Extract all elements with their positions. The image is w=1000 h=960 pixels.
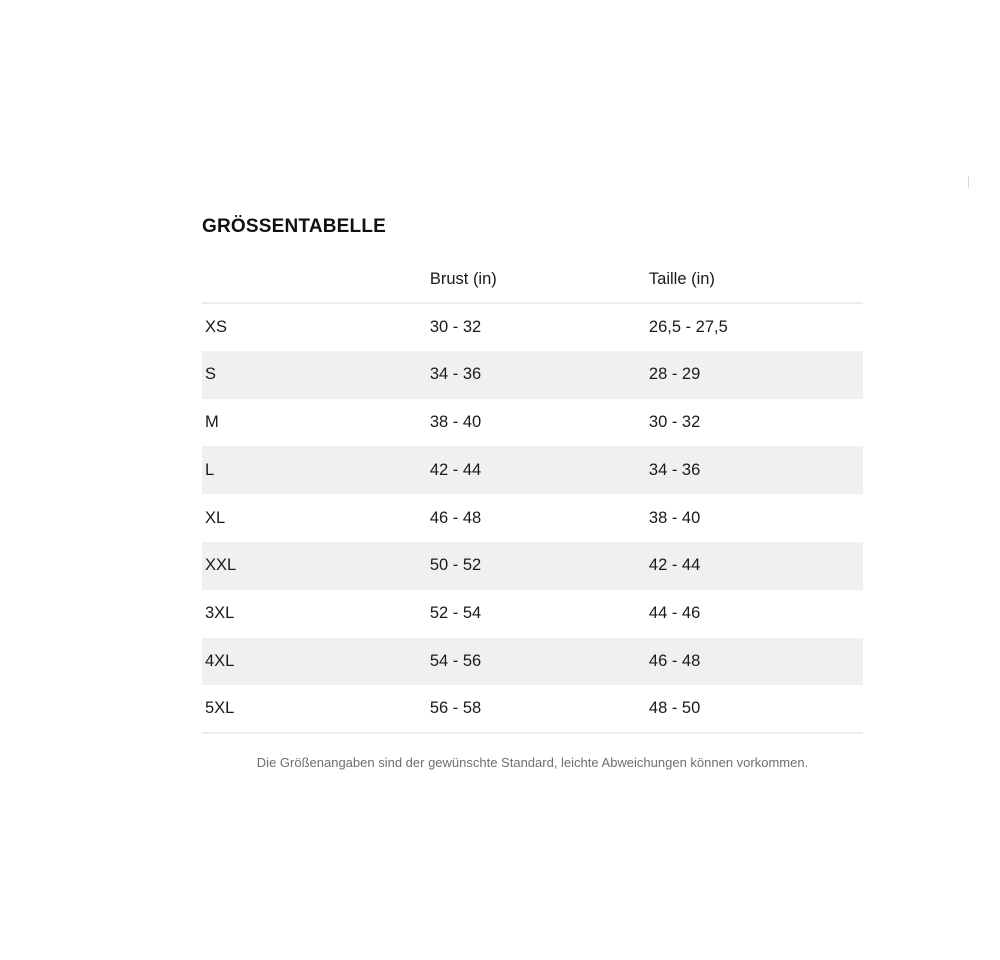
size-cell: S bbox=[205, 365, 217, 384]
brust-cell: 42 - 44 bbox=[429, 460, 482, 479]
table-row bbox=[202, 494, 863, 542]
brust-cell: 38 - 40 bbox=[429, 412, 482, 431]
size-note: Die Größenangaben sind der gewünschte Standard, leichte Abweichungen können vorkommen. bbox=[256, 755, 809, 770]
brust-cell: 30 - 32 bbox=[429, 317, 482, 336]
taille-cell: 28 - 29 bbox=[648, 365, 701, 384]
size-cell: XS bbox=[205, 317, 228, 336]
size-cell: M bbox=[205, 412, 219, 431]
taille-cell: 46 - 48 bbox=[648, 651, 701, 670]
brust-cell: 54 - 56 bbox=[429, 651, 482, 670]
edge-mark bbox=[968, 176, 969, 188]
taille-cell: 34 - 36 bbox=[648, 460, 701, 479]
taille-cell: 38 - 40 bbox=[648, 508, 701, 527]
brust-cell: 50 - 52 bbox=[429, 556, 482, 575]
header-size bbox=[202, 256, 427, 303]
size-cell: 3XL bbox=[205, 604, 235, 623]
table-row bbox=[202, 590, 863, 638]
size-cell: L bbox=[205, 460, 215, 479]
taille-cell: 44 - 46 bbox=[648, 604, 701, 623]
brust-cell: 34 - 36 bbox=[429, 365, 482, 384]
header-taille: Taille (in) bbox=[646, 256, 863, 303]
size-cell: 5XL bbox=[202, 685, 427, 733]
table-row bbox=[202, 446, 863, 494]
table-body bbox=[202, 303, 863, 733]
size-table bbox=[202, 256, 863, 734]
taille-cell: 48 - 50 bbox=[646, 685, 863, 733]
brust-cell: 46 - 48 bbox=[429, 508, 482, 527]
table-row bbox=[202, 399, 863, 447]
table-header bbox=[202, 256, 863, 303]
brust-cell: 56 - 58 bbox=[427, 685, 646, 733]
table-row bbox=[202, 685, 863, 733]
page-title: GRÖSSENTABELLE bbox=[202, 216, 387, 237]
table-row bbox=[202, 303, 863, 351]
table-row bbox=[202, 351, 863, 399]
size-cell: 4XL bbox=[205, 651, 235, 670]
size-cell: XXL bbox=[205, 556, 237, 575]
taille-cell: 26,5 - 27,5 bbox=[648, 317, 728, 336]
header-brust: Brust (in) bbox=[427, 256, 646, 303]
size-cell: XL bbox=[205, 508, 226, 527]
header-row bbox=[202, 256, 863, 303]
taille-cell: 30 - 32 bbox=[648, 412, 701, 431]
brust-cell: 52 - 54 bbox=[429, 604, 482, 623]
taille-cell: 42 - 44 bbox=[648, 556, 701, 575]
table-row bbox=[202, 542, 863, 590]
table-row bbox=[202, 638, 863, 686]
